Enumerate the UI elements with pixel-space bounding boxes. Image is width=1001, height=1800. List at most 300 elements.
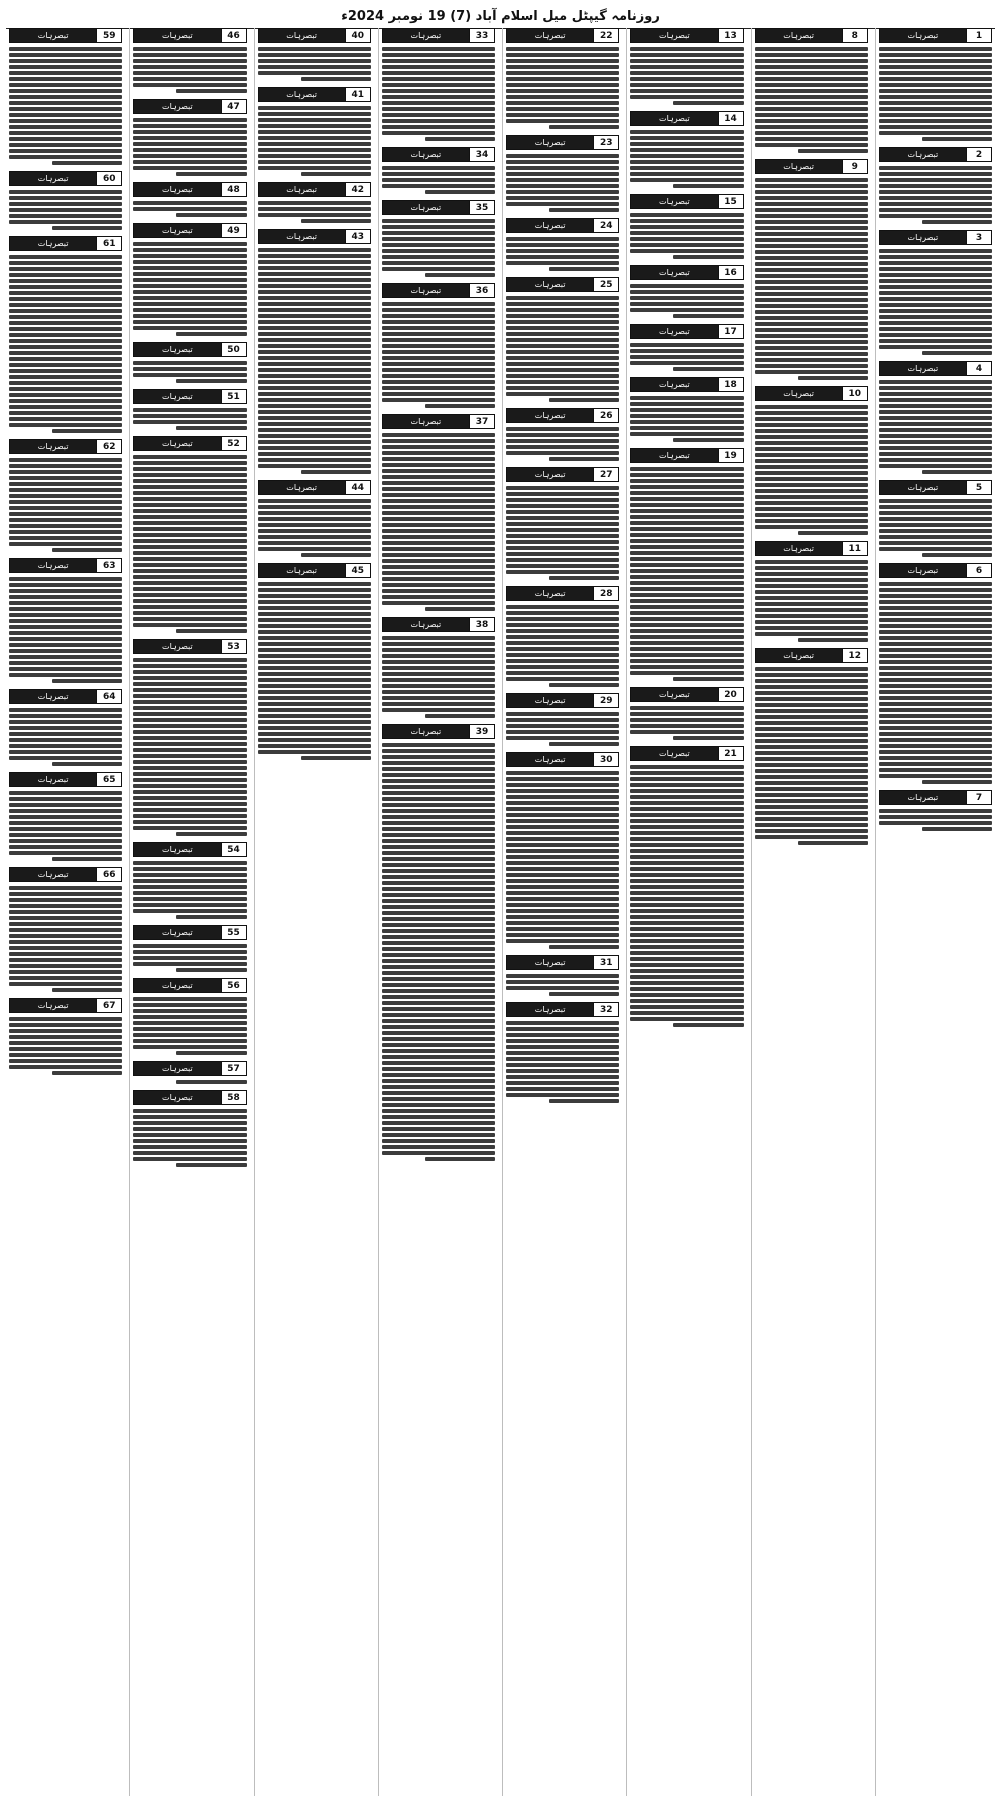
text-line <box>382 941 495 945</box>
text-line <box>879 65 992 69</box>
text-line <box>755 519 868 523</box>
text-line <box>879 315 992 319</box>
text-line <box>630 801 743 805</box>
text-line <box>506 903 619 907</box>
text-line <box>382 869 495 873</box>
story-body-text <box>382 217 495 279</box>
story-header <box>755 648 868 663</box>
text-line <box>133 320 246 324</box>
text-line <box>755 334 868 338</box>
text-line <box>258 523 371 527</box>
text-line <box>133 1121 246 1125</box>
text-line <box>506 879 619 883</box>
text-line <box>506 368 619 372</box>
text-line <box>879 184 992 188</box>
story-body-text <box>506 710 619 748</box>
text-line <box>258 594 371 598</box>
text-line <box>506 789 619 793</box>
story-header <box>382 200 495 215</box>
story-header <box>133 925 246 940</box>
story-number: 62 <box>96 440 121 453</box>
text-line <box>506 243 619 247</box>
story-body-text <box>9 253 122 435</box>
text-line <box>630 730 743 734</box>
story-body-text <box>258 246 371 476</box>
text-line <box>9 351 122 355</box>
text-line <box>630 813 743 817</box>
story-header <box>9 998 122 1013</box>
story-body-text <box>133 240 246 338</box>
text-line <box>879 762 992 766</box>
text-line <box>879 618 992 622</box>
text-line <box>755 417 868 421</box>
story-header <box>506 693 619 708</box>
story-number: 67 <box>96 999 121 1012</box>
text-line <box>549 576 619 580</box>
news-story <box>382 617 495 720</box>
text-line <box>879 594 992 598</box>
text-line <box>755 835 868 839</box>
text-line <box>258 124 371 128</box>
news-story <box>630 265 743 320</box>
text-line <box>879 732 992 736</box>
text-line <box>879 750 992 754</box>
story-body-text <box>9 1015 122 1077</box>
story-kicker: تبصرہات <box>880 362 966 375</box>
story-body-text <box>630 45 743 107</box>
text-line <box>133 284 246 288</box>
text-line <box>9 321 122 325</box>
text-line <box>879 696 992 700</box>
text-line <box>9 803 122 807</box>
text-line <box>133 742 246 746</box>
text-line <box>630 831 743 835</box>
text-line <box>133 142 246 146</box>
text-line <box>382 857 495 861</box>
story-kicker: تبصرہات <box>631 195 717 208</box>
text-line <box>133 997 246 1001</box>
story-number: 65 <box>96 773 121 786</box>
news-story <box>9 998 122 1077</box>
news-story <box>258 28 371 83</box>
text-line <box>382 947 495 951</box>
text-line <box>9 542 122 546</box>
text-line <box>133 77 246 81</box>
text-line <box>176 1163 246 1167</box>
text-line <box>258 260 371 264</box>
story-number: 10 <box>842 387 867 400</box>
text-line <box>506 552 619 556</box>
story-body-text <box>506 425 619 463</box>
text-line <box>755 131 868 135</box>
text-line <box>506 196 619 200</box>
text-line <box>630 927 743 931</box>
text-line <box>879 178 992 182</box>
story-kicker: تبصرہات <box>756 29 842 42</box>
text-line <box>879 452 992 456</box>
text-line <box>630 521 743 525</box>
story-body-text <box>382 164 495 196</box>
text-line <box>9 125 122 129</box>
text-line <box>755 256 868 260</box>
text-line <box>133 694 246 698</box>
text-line <box>133 266 246 270</box>
text-line <box>630 89 743 93</box>
text-line <box>630 172 743 176</box>
story-header <box>879 563 992 578</box>
text-line <box>382 887 495 891</box>
text-line <box>9 886 122 890</box>
text-line <box>133 278 246 282</box>
text-line <box>879 166 992 170</box>
text-line <box>630 635 743 639</box>
story-body-text <box>879 247 992 357</box>
story-number: 43 <box>345 230 370 243</box>
text-line <box>879 119 992 123</box>
text-line <box>755 584 868 588</box>
text-line <box>258 636 371 640</box>
text-line <box>630 915 743 919</box>
story-number: 49 <box>221 224 246 237</box>
text-line <box>9 619 122 623</box>
text-line <box>9 381 122 385</box>
news-story <box>133 1090 246 1169</box>
text-line <box>133 308 246 312</box>
text-line <box>133 617 246 621</box>
text-line <box>879 398 992 402</box>
text-line <box>879 678 992 682</box>
text-line <box>630 355 743 359</box>
text-line <box>382 65 495 69</box>
text-line <box>52 226 122 230</box>
text-line <box>382 1097 495 1101</box>
text-line <box>506 302 619 306</box>
text-line <box>176 332 246 336</box>
text-line <box>9 892 122 896</box>
text-line <box>673 438 743 442</box>
story-kicker: تبصرہات <box>631 266 717 279</box>
text-line <box>630 527 743 531</box>
news-story <box>879 147 992 226</box>
story-header <box>879 147 992 162</box>
text-line <box>506 107 619 111</box>
text-line <box>630 724 743 728</box>
text-line <box>133 130 246 134</box>
text-line <box>879 624 992 628</box>
text-line <box>133 296 246 300</box>
text-line <box>630 515 743 519</box>
text-line <box>382 1013 495 1017</box>
story-header <box>630 265 743 280</box>
story-kicker: تبصرہات <box>259 88 345 101</box>
text-line <box>506 736 619 740</box>
text-line <box>382 702 495 706</box>
news-story <box>9 558 122 685</box>
text-line <box>630 1017 743 1021</box>
story-body-text <box>630 282 743 320</box>
text-line <box>755 83 868 87</box>
text-line <box>382 773 495 777</box>
text-line <box>630 491 743 495</box>
text-line <box>506 427 619 431</box>
text-line <box>301 219 371 223</box>
text-line <box>382 929 495 933</box>
text-line <box>382 1019 495 1023</box>
story-body-text <box>630 211 743 261</box>
text-line <box>879 190 992 194</box>
text-line <box>9 417 122 421</box>
text-line <box>382 326 495 330</box>
text-line <box>9 255 122 259</box>
text-line <box>630 361 743 365</box>
text-line <box>258 302 371 306</box>
text-line <box>9 411 122 415</box>
text-line <box>133 373 246 377</box>
text-line <box>673 184 743 188</box>
news-story <box>879 480 992 559</box>
text-line <box>755 125 868 129</box>
story-kicker: تبصرہات <box>383 725 469 738</box>
text-line <box>630 825 743 829</box>
text-line <box>755 137 868 141</box>
text-line <box>258 326 371 330</box>
text-line <box>382 749 495 753</box>
text-line <box>630 142 743 146</box>
text-line <box>630 575 743 579</box>
news-story <box>258 87 371 178</box>
text-line <box>755 262 868 266</box>
story-header <box>9 28 122 43</box>
text-line <box>755 232 868 236</box>
story-number: 39 <box>469 725 494 738</box>
text-line <box>630 420 743 424</box>
text-line <box>879 809 992 813</box>
text-line <box>133 1033 246 1037</box>
story-number: 16 <box>718 266 743 279</box>
text-line <box>506 516 619 520</box>
text-line <box>258 452 371 456</box>
text-line <box>258 308 371 312</box>
text-line <box>506 1033 619 1037</box>
text-line <box>258 612 371 616</box>
text-line <box>506 819 619 823</box>
text-line <box>506 308 619 312</box>
text-line <box>879 672 992 676</box>
story-body-text <box>506 484 619 582</box>
text-line <box>382 1061 495 1065</box>
text-line <box>630 479 743 483</box>
text-line <box>630 343 743 347</box>
story-number: 24 <box>593 219 618 232</box>
text-line <box>9 375 122 379</box>
text-line <box>425 273 495 277</box>
text-line <box>798 149 868 153</box>
text-line <box>755 817 868 821</box>
text-line <box>9 71 122 75</box>
story-body-text <box>630 341 743 373</box>
text-line <box>506 831 619 835</box>
text-line <box>506 492 619 496</box>
text-line <box>258 582 371 586</box>
text-line <box>506 730 619 734</box>
story-number: 31 <box>593 956 618 969</box>
text-line <box>133 503 246 507</box>
text-line <box>755 119 868 123</box>
text-line <box>506 261 619 265</box>
text-line <box>9 1059 122 1063</box>
news-story <box>133 925 246 974</box>
story-number: 34 <box>469 148 494 161</box>
text-line <box>9 77 122 81</box>
text-line <box>133 201 246 205</box>
text-line <box>630 545 743 549</box>
story-number: 64 <box>96 690 121 703</box>
text-line <box>258 404 371 408</box>
story-kicker: تبصرہات <box>10 773 96 786</box>
text-line <box>506 795 619 799</box>
story-number: 53 <box>221 640 246 653</box>
text-line <box>879 446 992 450</box>
story-kicker: تبصرہات <box>10 440 96 453</box>
text-line <box>133 736 246 740</box>
text-line <box>258 290 371 294</box>
text-line <box>506 861 619 865</box>
text-line <box>133 962 246 966</box>
text-line <box>630 302 743 306</box>
text-line <box>9 393 122 397</box>
text-line <box>506 237 619 241</box>
text-line <box>755 280 868 284</box>
text-line <box>382 59 495 63</box>
text-line <box>133 730 246 734</box>
text-line <box>9 405 122 409</box>
text-line <box>258 332 371 336</box>
news-story <box>9 439 122 554</box>
text-line <box>630 136 743 140</box>
text-line <box>630 885 743 889</box>
text-line <box>879 768 992 772</box>
story-body-text <box>9 575 122 685</box>
story-header <box>133 342 246 357</box>
text-line <box>9 827 122 831</box>
text-line <box>630 533 743 537</box>
text-line <box>755 244 868 248</box>
story-number: 37 <box>469 415 494 428</box>
text-line <box>133 760 246 764</box>
text-line <box>258 511 371 515</box>
text-line <box>258 529 371 533</box>
text-line <box>879 440 992 444</box>
news-story <box>506 218 619 273</box>
text-line <box>630 849 743 853</box>
story-header <box>382 724 495 739</box>
news-story <box>506 28 619 131</box>
text-line <box>133 712 246 716</box>
text-line <box>133 861 246 865</box>
text-line <box>630 308 743 312</box>
text-line <box>382 851 495 855</box>
text-line <box>506 909 619 913</box>
text-line <box>630 503 743 507</box>
story-kicker: تبصرہات <box>134 437 220 450</box>
text-line <box>258 254 371 258</box>
text-line <box>258 278 371 282</box>
text-line <box>382 809 495 813</box>
text-line <box>879 255 992 259</box>
text-line <box>258 732 371 736</box>
text-line <box>258 284 371 288</box>
text-line <box>382 893 495 897</box>
text-line <box>258 160 371 164</box>
news-story <box>133 182 246 219</box>
story-kicker: تبصرہات <box>10 172 96 185</box>
text-line <box>506 486 619 490</box>
text-line <box>133 891 246 895</box>
news-story <box>506 1002 619 1105</box>
text-line <box>755 811 868 815</box>
text-line <box>755 793 868 797</box>
text-line <box>382 989 495 993</box>
text-line <box>301 756 371 760</box>
text-line <box>755 292 868 296</box>
text-line <box>382 917 495 921</box>
text-line <box>133 605 246 609</box>
text-line <box>630 879 743 883</box>
text-line <box>755 268 868 272</box>
text-line <box>630 130 743 134</box>
text-line <box>879 726 992 730</box>
text-line <box>630 432 743 436</box>
story-number: 7 <box>966 791 991 804</box>
text-line <box>879 738 992 742</box>
story-number: 61 <box>96 237 121 250</box>
story-number: 55 <box>221 926 246 939</box>
text-line <box>258 201 371 205</box>
story-header <box>630 687 743 702</box>
text-line <box>506 617 619 621</box>
story-header <box>133 223 246 238</box>
text-line <box>506 178 619 182</box>
column-2 <box>751 28 871 1796</box>
story-body-text <box>382 741 495 1163</box>
story-body-text <box>9 188 122 232</box>
text-line <box>630 509 743 513</box>
text-line <box>630 213 743 217</box>
text-line <box>879 386 992 390</box>
text-line <box>506 718 619 722</box>
text-line <box>506 867 619 871</box>
text-line <box>9 476 122 480</box>
text-line <box>755 787 868 791</box>
text-line <box>630 154 743 158</box>
text-line <box>506 665 619 669</box>
story-kicker: تبصرہات <box>134 183 220 196</box>
text-line <box>879 744 992 748</box>
news-story <box>506 693 619 748</box>
text-line <box>133 658 246 662</box>
text-line <box>382 463 495 467</box>
story-header <box>258 229 371 244</box>
text-line <box>506 1057 619 1061</box>
story-header <box>133 28 246 43</box>
news-story <box>258 563 371 762</box>
story-number: 48 <box>221 183 246 196</box>
text-line <box>9 339 122 343</box>
text-line <box>506 392 619 396</box>
text-line <box>630 148 743 152</box>
story-number: 52 <box>221 437 246 450</box>
text-line <box>506 885 619 889</box>
